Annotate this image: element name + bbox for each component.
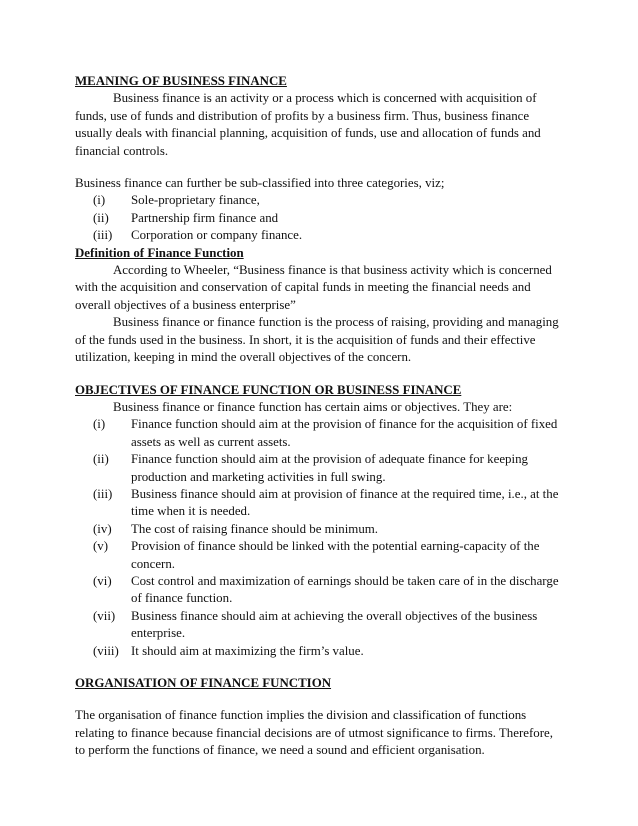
list-number: (iii) bbox=[93, 486, 113, 501]
list-item bbox=[75, 210, 565, 227]
list-text: Provision of finance should be linked with the potential earning-capacity of the concern. bbox=[131, 539, 540, 571]
paragraph-subclassified: Business finance can further be sub-classified into three categories, viz; bbox=[75, 176, 445, 191]
list-number: (iv) bbox=[93, 521, 112, 536]
list-number: (viii) bbox=[93, 643, 119, 658]
list-item bbox=[75, 192, 565, 209]
list-item bbox=[75, 608, 565, 643]
list-text: Finance function should aim at the provision of adequate finance for keeping production and marketing activities in full swing. bbox=[131, 452, 528, 484]
list-item bbox=[75, 521, 565, 538]
list-text: It should aim at maximizing the firm’s value. bbox=[131, 643, 364, 658]
heading-objectives: OBJECTIVES OF FINANCE FUNCTION OR BUSINESS FINANCE bbox=[75, 382, 462, 397]
document-page bbox=[75, 73, 565, 760]
list-text: Finance function should aim at the provision of finance for the acquisition of fixed assets as well as current assets. bbox=[131, 417, 558, 449]
list-item bbox=[75, 573, 565, 608]
list-number: (i) bbox=[93, 193, 106, 208]
list-text: Sole-proprietary finance, bbox=[131, 193, 260, 208]
list-text: Business finance should aim at achieving the overall objectives of the business enterprise. bbox=[131, 608, 538, 641]
list-number: (ii) bbox=[93, 452, 109, 467]
objectives-list bbox=[75, 416, 565, 660]
categories-list bbox=[75, 192, 565, 244]
list-text: The cost of raising finance should be minimum. bbox=[131, 521, 379, 536]
list-item bbox=[75, 643, 565, 660]
paragraph-meaning: Business finance is an activity or a process which is concerned with acquisition of funds, use of funds and distribution of profits by a business firm. Thus, business finance usually deals with financial planning, acquisition of funds, use and allocation of funds and financial controls. bbox=[75, 91, 541, 158]
list-number: (v) bbox=[93, 539, 109, 554]
heading-meaning: MEANING OF BUSINESS FINANCE bbox=[75, 74, 287, 88]
list-item bbox=[75, 538, 565, 573]
list-item bbox=[75, 227, 565, 244]
list-item bbox=[75, 451, 565, 486]
paragraph-organisation: The organisation of finance function implies the division and classification of functions relating to finance because financial decisions are of utmost significance to firms. Therefore, to perform the functions of finance, we need a sound and efficient organisation. bbox=[75, 708, 553, 758]
heading-organisation: ORGANISATION OF FINANCE FUNCTION bbox=[75, 676, 332, 690]
list-item bbox=[75, 486, 565, 521]
paragraph-finance-function: Business finance or finance function is the process of raising, providing and managing of the funds used in the business. In short, it is the acquisition of funds and their effective utilization, keeping in mind the overall objectives of the concern. bbox=[75, 315, 559, 365]
list-number: (iii) bbox=[93, 228, 113, 243]
heading-definition: Definition of Finance Function bbox=[75, 245, 244, 260]
list-item bbox=[75, 416, 565, 451]
list-number: (vii) bbox=[93, 608, 116, 623]
list-number: (vi) bbox=[93, 573, 112, 588]
paragraph-objectives-intro: Business finance or finance function has certain aims or objectives. They are: bbox=[113, 399, 513, 414]
list-text: Business finance should aim at provision of finance at the required time, i.e., at the time when it is needed. bbox=[131, 486, 559, 519]
list-text: Corporation or company finance. bbox=[131, 228, 303, 243]
paragraph-wheeler: According to Wheeler, “Business finance is that business activity which is concerned with the acquisition and conservation of capital funds in meeting the financial needs and overall objectives of a business enterprise” bbox=[75, 263, 552, 312]
list-text: Cost control and maximization of earnings should be taken care of in the discharge of finance function. bbox=[131, 573, 559, 606]
list-number: (i) bbox=[93, 417, 106, 432]
list-text: Partnership firm finance and bbox=[131, 210, 279, 225]
list-number: (ii) bbox=[93, 210, 109, 225]
